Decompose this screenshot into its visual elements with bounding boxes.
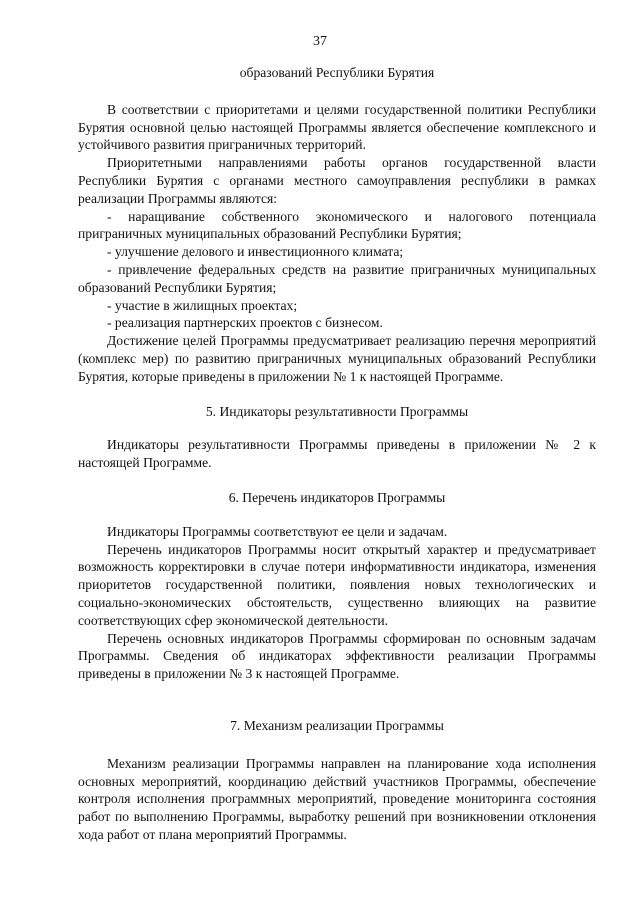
paragraph: Перечень индикаторов Программы носит открытый характер и предусматривает возможность корректировки в случае потери информативности индикатора, изменения приоритетов государственной политики, появления новых технологических и социально-экономических обстоятельств, существенно влияющих на развитие соответствующих сфер экономической деятельности.	[78, 541, 596, 628]
section-5-heading: 5. Индикаторы результативности Программы	[205, 403, 469, 419]
section-7-heading: 7. Механизм реализации Программы	[230, 717, 444, 733]
list-item: - привлечение федеральных средств на развитие приграничных муниципальных образований Республики Бурятия;	[78, 261, 596, 295]
section-6	[78, 523, 596, 683]
section-7	[78, 755, 596, 844]
section-title-continuation: образований Республики Бурятия	[239, 65, 435, 80]
paragraph: В соответствии с приоритетами и целями государственной политики Республики Бурятия основной целью настоящей Программы является обеспечение комплексного и устойчивого развития приграничных территорий.	[78, 101, 596, 153]
section-5	[78, 436, 596, 472]
paragraph: Механизм реализации Программы направлен на планирование хода исполнения основных мероприятий, координацию действий участников Программы, обеспечение контроля исполнения программных мероприятий, проведение мониторинга состояния работ по выполнению Программы, выработку решений при возникновении отклонения хода работ от плана мероприятий Программы.	[78, 755, 596, 842]
paragraph: Достижение целей Программы предусматривает реализацию перечня мероприятий (комплекс мер) по развитию приграничных муниципальных образований Республики Бурятия, которые приведены в приложении № 1 к настоящей Программе.	[78, 333, 596, 384]
paragraph: Перечень основных индикаторов Программы сформирован по основным задачам Программы. Сведения об индикаторах эффективности реализации Программы приведены в приложении № 3 к настоящей Программе.	[78, 630, 596, 682]
paragraph: Индикаторы результативности Программы приведены в приложении № 2 к настоящей Программе.	[78, 437, 596, 471]
list-item: - улучшение делового и инвестиционного климата;	[107, 244, 404, 260]
list-item: - участие в жилищных проектах;	[107, 297, 298, 313]
section-6-heading: 6. Перечень индикаторов Программы	[228, 489, 446, 505]
paragraph: Индикаторы Программы соответствуют ее цели и задачам.	[107, 523, 448, 539]
document-body	[78, 64, 596, 844]
list-item: - наращивание собственного экономического и налогового потенциала приграничных муниципальных образований Республики Бурятия;	[78, 208, 596, 242]
page-number: 37	[313, 34, 327, 49]
list-item: - реализация партнерских проектов с бизнесом.	[107, 315, 383, 331]
section-4	[78, 101, 596, 386]
paragraph: Приоритетными направлениями работы органов государственной власти Республики Бурятия с органами местного самоуправления республики в рамках реализации Программы являются:	[78, 155, 596, 206]
